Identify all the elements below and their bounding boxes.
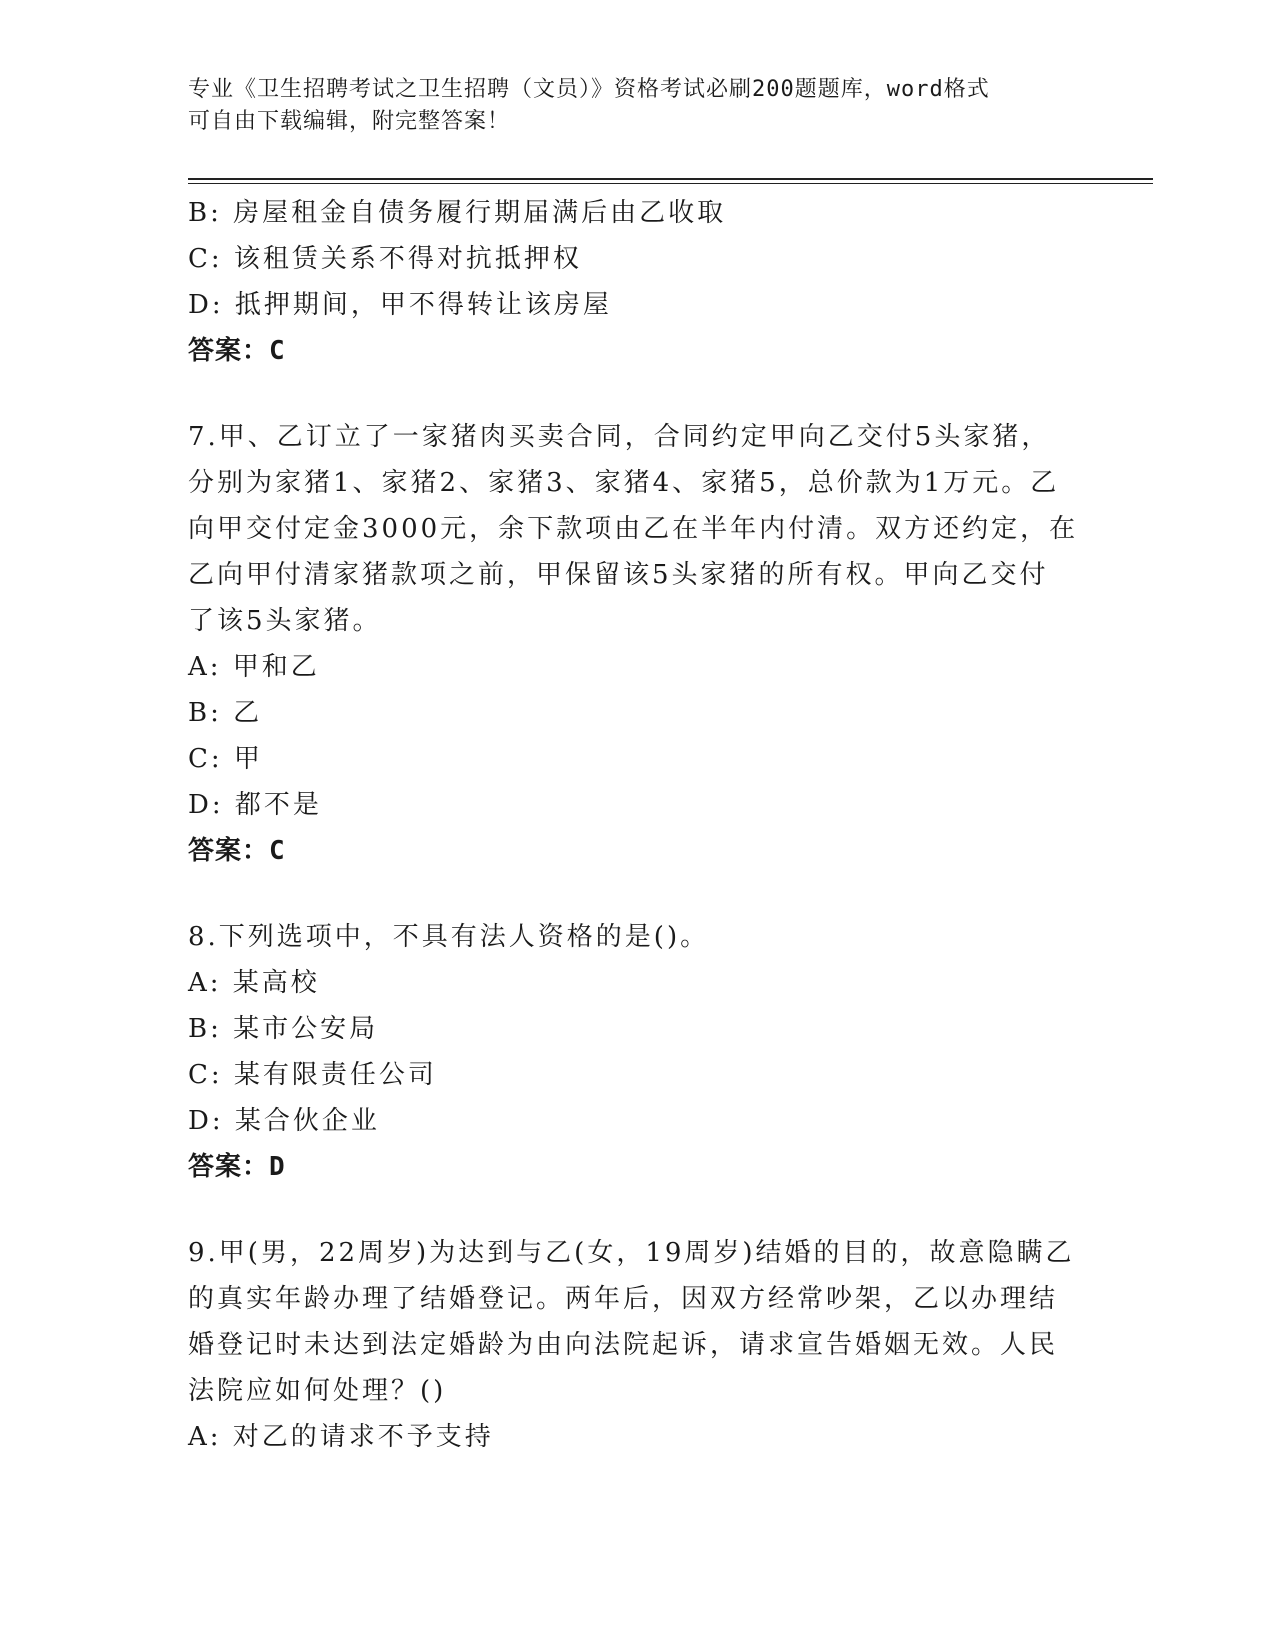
q9-stem-line-2: 的真实年龄办理了结婚登记。两年后，因双方经常吵架，乙以办理结 xyxy=(188,1284,1059,1314)
q9-stem-line-3: 婚登记时未达到法定婚龄为由向法院起诉，请求宣告婚姻无效。人民 xyxy=(188,1330,1059,1360)
question-7 xyxy=(188,414,1088,874)
header-title-line-1: 专业《卫生招聘考试之卫生招聘（文员）》资格考试必刷200题题库，word格式 xyxy=(188,77,990,102)
q6-option-d: D: 抵押期间，甲不得转让该房屋 xyxy=(188,290,612,320)
header-title-line-2: 可自由下载编辑，附完整答案！ xyxy=(188,109,511,134)
q6-option-b: B: 房屋租金自债务履行期届满后由乙收取 xyxy=(188,198,727,228)
q9-stem-line-1: 9.甲(男，22周岁)为达到与乙(女，19周岁)结婚的目的，故意隐瞒乙 xyxy=(188,1238,1075,1268)
q9-stem-line-4: 法院应如何处理？() xyxy=(188,1376,447,1406)
spacer xyxy=(188,374,1088,414)
question-6-tail xyxy=(188,190,1088,374)
q8-option-b: B: 某市公安局 xyxy=(188,1014,379,1044)
q6-option-c: C: 该租赁关系不得对抗抵押权 xyxy=(188,244,582,274)
q8-option-d: D: 某合伙企业 xyxy=(188,1106,380,1136)
q7-stem-line-5: 了该5头家猪。 xyxy=(188,606,382,636)
q7-option-c: C: 甲 xyxy=(188,744,263,774)
q7-answer: 答案：C xyxy=(188,836,286,866)
q7-option-d: D: 都不是 xyxy=(188,790,322,820)
header-divider-thick xyxy=(188,178,1153,180)
q8-option-c: C: 某有限责任公司 xyxy=(188,1060,437,1090)
q6-answer: 答案：C xyxy=(188,336,286,366)
question-9 xyxy=(188,1230,1088,1460)
q7-stem-line-1: 7.甲、乙订立了一家猪肉买卖合同，合同约定甲向乙交付5头家猪， xyxy=(188,422,1051,452)
q7-option-b: B: 乙 xyxy=(188,698,263,728)
q7-option-a: A: 甲和乙 xyxy=(188,652,320,682)
document-header xyxy=(188,74,1068,138)
document-body xyxy=(188,190,1088,1460)
q9-option-a: A: 对乙的请求不予支持 xyxy=(188,1422,494,1452)
question-8 xyxy=(188,914,1088,1190)
q8-option-a: A: 某高校 xyxy=(188,968,320,998)
q8-stem-line-1: 8.下列选项中，不具有法人资格的是()。 xyxy=(188,922,710,952)
spacer xyxy=(188,1190,1088,1230)
q7-stem-line-3: 向甲交付定金3000元，余下款项由乙在半年内付清。双方还约定，在 xyxy=(188,514,1079,544)
q7-stem-line-4: 乙向甲付清家猪款项之前，甲保留该5头家猪的所有权。甲向乙交付 xyxy=(188,560,1049,590)
q8-answer: 答案：D xyxy=(188,1152,286,1182)
q7-stem-line-2: 分别为家猪1、家猪2、家猪3、家猪4、家猪5，总价款为1万元。乙 xyxy=(188,468,1060,498)
header-divider-thin xyxy=(188,183,1153,184)
spacer xyxy=(188,874,1088,914)
